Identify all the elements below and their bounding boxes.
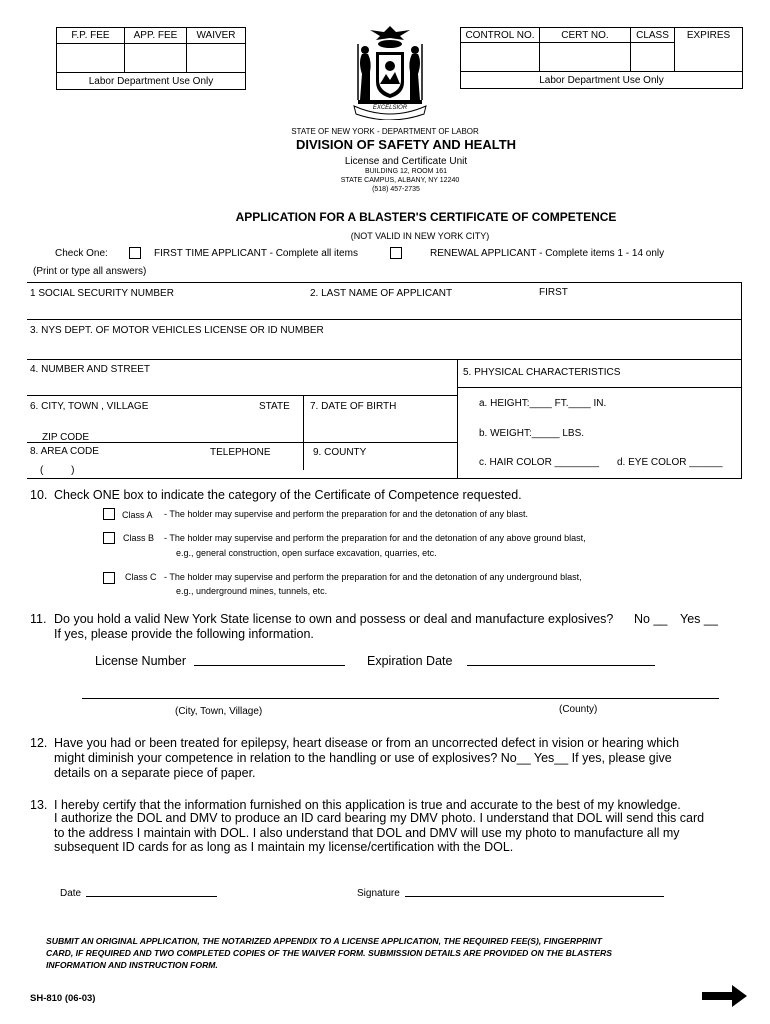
division-name: DIVISION OF SAFETY AND HEALTH [295, 137, 517, 152]
ssn-label: 1 SOCIAL SECURITY NUMBER [30, 288, 174, 299]
class-c-checkbox[interactable] [103, 572, 115, 584]
nyc-note: (NOT VALID IN NEW YORK CITY) [350, 231, 490, 241]
waiver-field[interactable] [186, 43, 246, 73]
dmv-label: 3. NYS DEPT. OF MOTOR VEHICLES LICENSE OR ID NUMBER [30, 325, 324, 336]
q13-number: 13. [30, 798, 48, 812]
dob-label: 7. DATE OF BIRTH [310, 401, 397, 412]
form-id: SH-810 (06-03) [30, 993, 96, 1004]
expiration-date-label: Expiration Date [367, 654, 453, 668]
zip-label: ZIP CODE [42, 432, 90, 443]
q12-line2: might diminish your competence in relation to the handling or use of explosives? No__ Yes__ If yes, please give [54, 751, 672, 765]
app-fee-header: APP. FEE [124, 27, 187, 44]
control-no-field[interactable] [460, 42, 540, 72]
cert-no-header: CERT NO. [539, 27, 631, 43]
fee-box-footer: Labor Department Use Only [56, 72, 246, 90]
ssn-field[interactable] [30, 300, 300, 318]
location-field[interactable] [82, 698, 719, 699]
dmv-field[interactable] [30, 338, 730, 356]
submit-note-line1: SUBMIT AN ORIGINAL APPLICATION, THE NOTARIZED APPENDIX TO A LICENSE APPLICATION, THE REQUIRED FEE(S), FINGERPRINT [46, 936, 602, 946]
print-note: (Print or type all answers) [33, 266, 147, 277]
weight-label[interactable]: b. WEIGHT:_____ LBS. [479, 428, 585, 439]
building-address: BUILDING 12, ROOM 161 [364, 168, 448, 175]
class-c-label: Class C [125, 572, 157, 582]
class-b-label: Class B [123, 533, 155, 543]
campus-address: STATE CAMPUS, ALBANY, NY 12240 [340, 177, 460, 184]
phone-number: (518) 457-2735 [372, 186, 420, 193]
q11-text: Do you hold a valid New York State license to own and possess or deal and manufacture explosives? [54, 612, 614, 626]
q10-text: Check ONE box to indicate the category of the Certificate of Competence requested. [54, 488, 522, 502]
class-b-text: - The holder may supervise and perform the preparation for and the detonation of any above ground blast, [164, 533, 586, 543]
state-label: STATE [259, 401, 290, 412]
q13-line2: I authorize the DOL and DMV to produce an ID card bearing my DMV photo. I understand that DOL will send this card [54, 811, 705, 825]
q12-number: 12. [30, 736, 48, 750]
submit-note-line3: INFORMATION AND INSTRUCTION FORM. [46, 960, 218, 970]
height-label[interactable]: a. HEIGHT:____ FT.____ IN. [479, 398, 607, 409]
class-a-label: Class A [122, 510, 153, 520]
street-field[interactable] [30, 376, 450, 392]
q10-number: 10. [30, 488, 48, 502]
eye-color-label[interactable]: d. EYE COLOR ______ [617, 457, 723, 468]
class-b-checkbox[interactable] [103, 532, 115, 544]
waiver-header: WAIVER [186, 27, 246, 44]
class-field[interactable] [630, 42, 675, 72]
q13-line1: I hereby certify that the information furnished on this application is true and accurate to the best of my knowledge. [54, 798, 681, 812]
county-label: 9. COUNTY [313, 447, 367, 458]
class-c-examples: e.g., underground mines, tunnels, etc. [176, 586, 328, 596]
street-label: 4. NUMBER AND STREET [30, 364, 151, 375]
county-caption: (County) [559, 704, 598, 715]
signature-field[interactable] [405, 896, 664, 897]
q12-line3: details on a separate piece of paper. [54, 766, 256, 780]
first-name-field[interactable] [539, 300, 739, 318]
date-field[interactable] [86, 896, 217, 897]
q13-line3: to the address I maintain with DOL. I also understand that DOL and DMV will use my photo to manufacture all my [54, 826, 680, 840]
q11-followup: If yes, please provide the following information. [54, 627, 314, 641]
next-page-arrow-icon [702, 985, 748, 1007]
class-b-examples: e.g., general construction, open surface excavation, quarries, etc. [176, 548, 437, 558]
ny-state-seal [340, 22, 440, 120]
q11-yes[interactable]: Yes __ [680, 612, 718, 626]
first-time-checkbox[interactable] [129, 247, 141, 259]
class-c-text: - The holder may supervise and perform the preparation for and the detonation of any underground blast, [164, 572, 582, 582]
q12-line1: Have you had or been treated for epilepsy, heart disease or from an uncorrected defect in vision or hearing which [54, 736, 680, 750]
last-name-field[interactable] [310, 300, 530, 318]
check-one-label: Check One: [55, 248, 108, 259]
city-label: 6. CITY, TOWN , VILLAGE [30, 401, 149, 412]
cert-no-field[interactable] [539, 42, 631, 72]
form-title: APPLICATION FOR A BLASTER'S CERTIFICATE OF COMPETENCE [235, 210, 617, 224]
fp-fee-header: F.P. FEE [56, 27, 125, 44]
signature-label: Signature [357, 888, 400, 899]
control-no-header: CONTROL NO. [460, 27, 540, 43]
seal-motto: EXCELSIOR [372, 105, 408, 111]
unit-name: License and Certificate Unit [344, 156, 468, 167]
expires-field[interactable] [674, 42, 743, 72]
license-number-field[interactable] [194, 665, 345, 666]
submit-note-line2: CARD, IF REQUIRED AND TWO COMPLETED COPIES OF THE WAIVER FORM. SUBMISSION DETAILS ARE PROVIDED ON THE BLASTERS [46, 948, 612, 958]
control-box-footer: Labor Department Use Only [460, 71, 743, 89]
telephone-label: TELEPHONE [210, 447, 271, 458]
agency-name: STATE OF NEW YORK - DEPARTMENT OF LABOR [291, 127, 479, 136]
city-town-village-caption: (City, Town, Village) [175, 706, 263, 717]
expires-header: EXPIRES [674, 27, 743, 43]
fp-fee-field[interactable] [56, 43, 125, 73]
hair-color-label[interactable]: c. HAIR COLOR ________ [479, 457, 600, 468]
physical-characteristics-label: 5. PHYSICAL CHARACTERISTICS [463, 367, 621, 378]
q11-no[interactable]: No __ [634, 612, 668, 626]
class-a-checkbox[interactable] [103, 508, 115, 520]
phone-parentheses[interactable]: ( ) [40, 465, 75, 476]
class-header: CLASS [630, 27, 675, 43]
area-code-label: 8. AREA CODE [30, 446, 99, 457]
date-label: Date [60, 888, 82, 899]
first-name-label: FIRST [539, 287, 568, 298]
expiration-date-field[interactable] [467, 665, 655, 666]
q13-line4: subsequent ID cards for as long as I maintain my license/certification with the DOL. [54, 840, 514, 854]
class-a-text: - The holder may supervise and perform the preparation for and the detonation of any blast. [164, 509, 529, 519]
q11-number: 11. [30, 612, 47, 626]
license-number-label: License Number [95, 654, 187, 668]
app-fee-field[interactable] [124, 43, 187, 73]
renewal-label: RENEWAL APPLICANT - Complete items 1 - 14 only [430, 248, 665, 259]
first-time-label: FIRST TIME APPLICANT - Complete all items [154, 248, 358, 259]
renewal-checkbox[interactable] [390, 247, 402, 259]
last-name-label: 2. LAST NAME OF APPLICANT [310, 288, 453, 299]
